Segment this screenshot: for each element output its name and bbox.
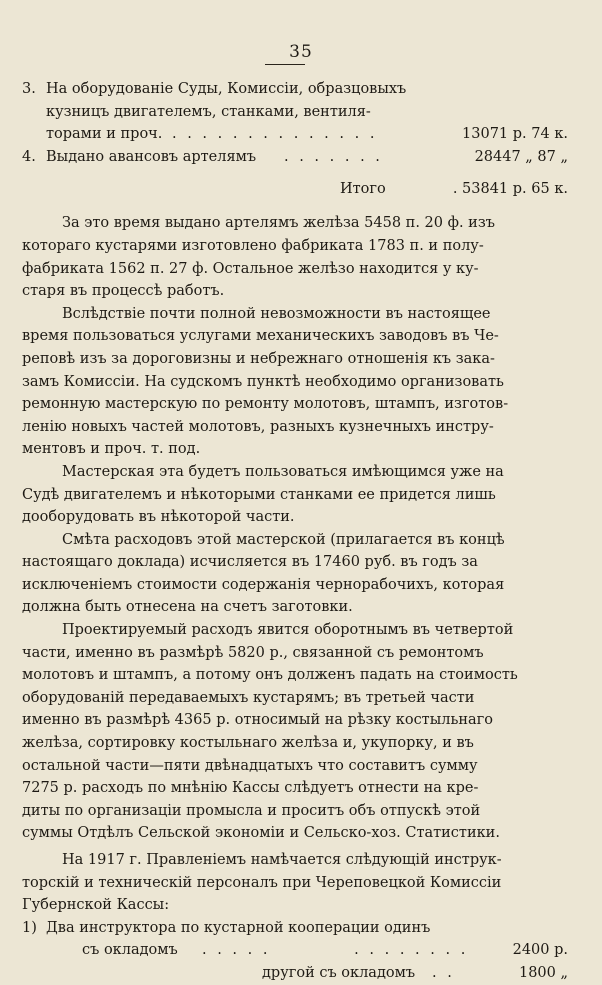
page-content xyxy=(22,78,568,985)
item-text: На оборудованіе Суды, Комиссіи, образцовыхъ xyxy=(46,81,407,97)
text-line: На 1917 г. Правленіемъ намѣчается слѣдующій инструк- xyxy=(62,852,502,868)
text-line: старя въ процессѣ работъ. xyxy=(22,283,225,300)
text-line: ментовъ и проч. т. под. xyxy=(22,441,201,458)
staff-number: 1) xyxy=(22,919,37,936)
paragraph-2 xyxy=(22,303,568,461)
text-line: Губернской Кассы: xyxy=(22,897,170,914)
staff-amount: 1800 „ xyxy=(518,964,568,981)
item-text: торами и проч. xyxy=(46,126,163,143)
staff-text: съ окладомъ xyxy=(82,942,178,959)
text-line: время пользоваться услугами механическихъ заводовъ въ Че- xyxy=(22,328,499,345)
text-line: Судѣ двигателемъ и нѣкоторыми станками ее придется лишь xyxy=(22,486,496,503)
text-line: Смѣта расходовъ этой мастерской (прилагается въ концѣ xyxy=(62,531,505,548)
paragraph-5 xyxy=(22,619,568,845)
text-line: За это время выдано артелямъ желѣза 5458 п. 20 ф. изъ xyxy=(62,215,495,232)
item-number: 4. xyxy=(22,148,36,165)
item-amount: 28447 „ 87 „ xyxy=(474,148,568,165)
item-amount: 13071 р. 74 к. xyxy=(462,126,568,143)
expense-item-3: 3. На оборудованіе Суды, Комиссіи, образцовыхъ кузницъ двигателемъ, станками, вентиля- торами и проч. . . . . . . . . . . . . . . 13071 р. 74 к. xyxy=(22,78,568,146)
text-line: Вслѣдствіе почти полной невозможности въ настоящее xyxy=(62,305,491,322)
text-line: исключеніемъ стоимости содержанія чернорабочихъ, которая xyxy=(22,576,505,593)
text-line: торскій и техническій персоналъ при Череповецкой Комиссіи xyxy=(22,874,502,891)
text-line: замъ Комиссіи. На судскомъ пунктѣ необходимо организовать xyxy=(22,373,504,390)
staff-text: другой съ окладомъ xyxy=(262,964,416,981)
paragraph-3 xyxy=(22,461,568,529)
page-number-rule xyxy=(265,64,305,65)
page-number: 35 xyxy=(289,42,313,62)
staff-item-1: 1) Два инструктора по кустарной кооперации одинъ съ окладомъ . . . . . . . . . . . . . 2400 р. другой съ окладомъ . . 1800 „ xyxy=(22,917,568,985)
paragraph-4 xyxy=(22,529,568,619)
text-line: 7275 р. расходъ по мнѣнію Кассы слѣдуетъ отнести на кре- xyxy=(22,780,479,797)
text-line: фабриката 1562 п. 27 ф. Остальное желѣзо находится у ку- xyxy=(22,260,479,277)
text-line: должна быть отнесена на счетъ заготовки. xyxy=(22,599,353,616)
expense-item-4: 4. Выдано авансовъ артелямъ . . . . . . . 28447 „ 87 „ xyxy=(22,146,568,169)
text-line: оборудованій передаваемыхъ кустарямъ; въ третьей части xyxy=(22,689,475,706)
text-line: настоящаго доклада) исчисляется въ 17460 руб. въ годъ за xyxy=(22,554,478,571)
total-row xyxy=(22,174,568,202)
text-line: Проектируемый расходъ явится оборотнымъ въ четвертой xyxy=(62,622,514,639)
staff-amount: 2400 р. xyxy=(512,942,568,959)
total-amount: . 53841 р. 65 к. xyxy=(452,181,568,198)
text-line: дооборудовать въ нѣкоторой части. xyxy=(22,509,295,526)
text-line: молотовъ и штампъ, а потому онъ долженъ падать на стоимость xyxy=(22,667,518,684)
text-line: ленію новыхъ частей молотовъ, разныхъ кузнечныхъ инстру- xyxy=(22,418,494,435)
text-line: суммы Отдѣлъ Сельской экономіи и Сельско-хоз. Статистики. xyxy=(22,825,500,842)
text-line: Мастерская эта будетъ пользоваться имѣющимся уже на xyxy=(62,463,504,480)
staff-text: Два инструктора по кустарной кооперации одинъ xyxy=(46,919,431,936)
total-label: Итого xyxy=(340,181,386,198)
text-line: именно въ размѣрѣ 4365 р. относимый на рѣзку костыльнаго xyxy=(22,712,493,729)
paragraph-6 xyxy=(22,849,568,917)
text-line: реповѣ изъ за дороговизны и небрежнаго отношенія къ зака- xyxy=(22,350,495,367)
text-line: ремонную мастерскую по ремонту молотовъ, штампъ, изготов- xyxy=(22,396,509,413)
item-text: Выдано авансовъ артелямъ xyxy=(46,148,257,165)
text-line: диты по организаціи промысла и проситъ объ отпускѣ этой xyxy=(22,802,481,819)
text-line: части, именно въ размѣрѣ 5820 р., связанной съ ремонтомъ xyxy=(22,644,484,661)
text-line: остальной части—пяти двѣнадцатыхъ что составитъ сумму xyxy=(22,757,478,774)
paragraph-1 xyxy=(22,212,568,302)
text-line: котораго кустарями изготовлено фабриката 1783 п. и полу- xyxy=(22,237,484,254)
item-number: 3. xyxy=(22,81,36,97)
item-text: кузницъ двигателемъ, станками, вентиля- xyxy=(46,103,371,120)
text-line: желѣза, сортировку костыльнаго желѣза и, укупорку, и въ xyxy=(22,735,474,752)
